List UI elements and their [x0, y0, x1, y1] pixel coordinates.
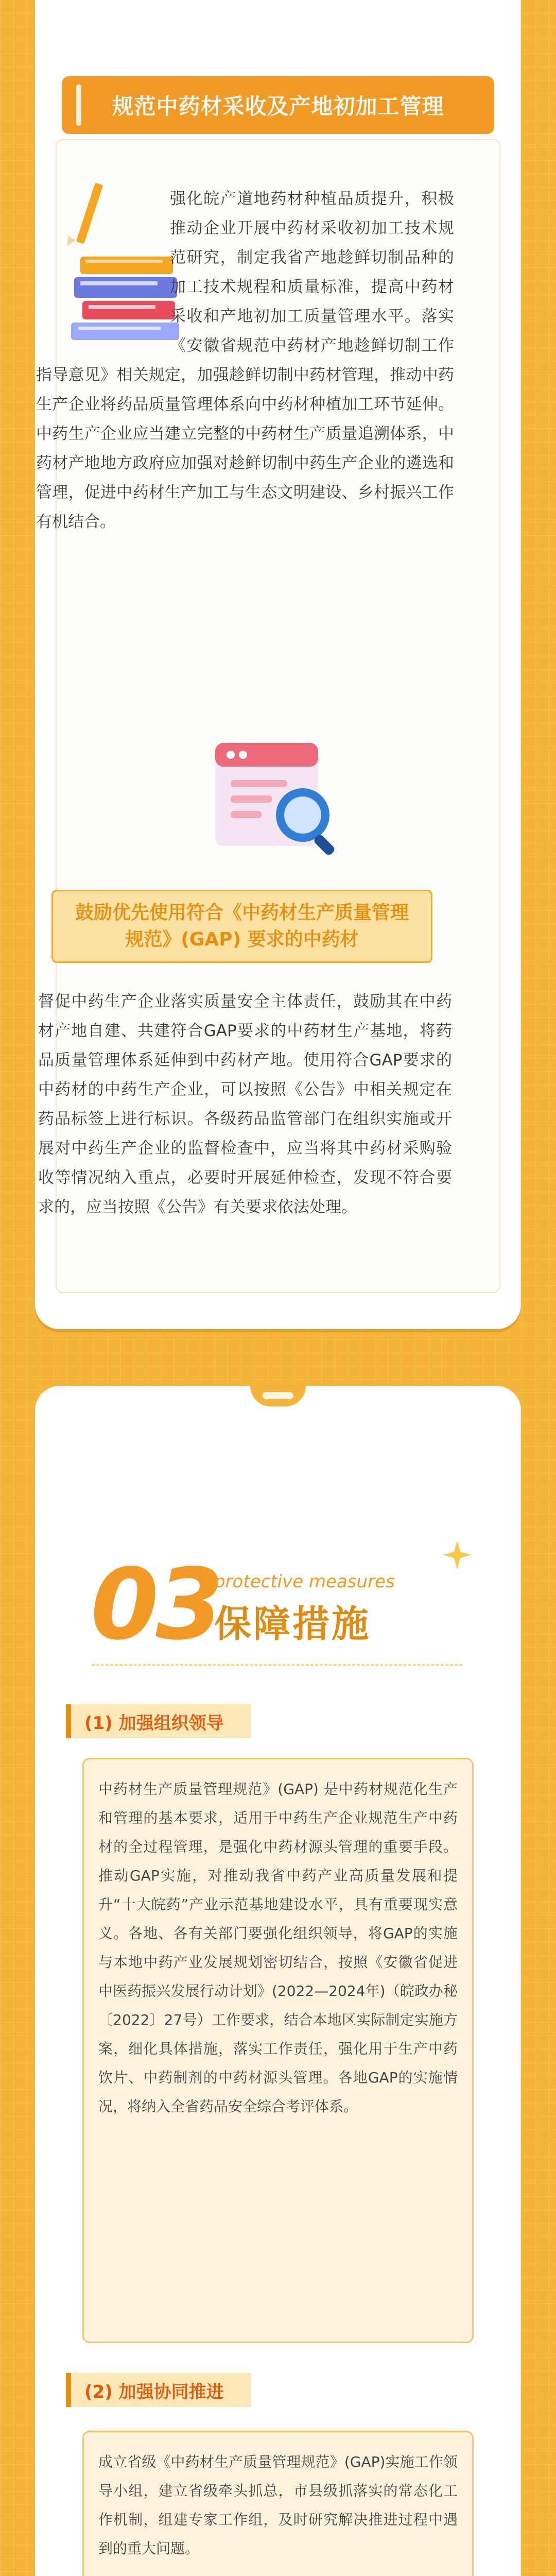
item-body-organization: 中药材生产质量管理规范》(GAP) 是中药材规范化生产和管理的基本要求，适用于中药生产企业规范生产中药材的全过程管理，是强化中药材源头管理的重要手段。推动GAP实施，对推动我省中药产业高质量发展和提升“十大皖药”产业示范基地建设水平，具有重要现实意义。各地、各有关部门要强化组织领导，将GAP的实施与本地中药产业发展规划密切结合，按照《安徽省促进中医药振兴发展行动计划》(2022—2024年)（皖政办秘〔2022〕27号）工作要求，结合本地区实际制定实施方案，细化具体措施，落实工作责任，强化用于生产中药饮片、中药制剂的中药材源头管理。各地GAP的实施情况，将纳入全省药品安全综合考评体系。: [82, 1758, 474, 2343]
item-heading-organization: (1) 加强组织领导: [66, 1704, 251, 1738]
document-magnifier-icon: [210, 738, 346, 859]
paragraph-gap-usage: 督促中药生产企业落实质量安全主体责任，鼓励其在中药材产地自建、共建符合GAP要求的中药材生产基地，将药品质量管理体系延伸到中药材产地。使用符合GAP要求的中药材的中药生产企业，可以按照《公告》中相关规定在药品标签上进行标识。各级药品监管部门在组织实施或开展对中药生产企业的监督检查中，应当将其中药材采购验收等情况纳入重点，必要时开展延伸检查，发现不符合要求的，应当按照《公告》有关要求依法处理。: [38, 992, 452, 1216]
item-body-coordination: 成立省级《中药材生产质量管理规范》(GAP)实施工作领导小组，建立省级牵头抓总，市县级抓落实的常态化工作机制，组建专家工作组，及时研究解决推进过程中遇到的重大问题。: [82, 2431, 474, 2576]
section-number: 03: [91, 1548, 221, 1662]
banner-title: 规范中药材采收及产地初加工管理: [112, 94, 444, 119]
item-heading-coordination: (2) 加强协同推进: [66, 2373, 251, 2407]
sparkle-icon: [442, 1539, 473, 1570]
title-divider: [92, 1664, 462, 1666]
paragraph-quality-improvement: 强化皖产道地药材种植品质提升，积极推动企业开展中药材采收初加工技术规范研究，制定我省产地趁鲜切制品种的加工技术规程和质量标准，提高中药材采收和产地初加工质量管理水平。落实《安徽省规范中药材产地趁鲜切制工作指导意见》相关规定，加强趁鲜切制中药材管理，推动中药生产企业将药品质量管理体系向中药材种植加工环节延伸。中药生产企业应当建立完整的中药材生产质量追溯体系，中药材产地地方政府应加强对趁鲜切制中药生产企业的遴选和管理，促进中药材生产加工与生态文明建设、乡村振兴工作有机结合。: [36, 190, 454, 531]
card-tab-decoration: [250, 1386, 306, 1406]
section-title: 保障措施: [214, 1602, 371, 1646]
content-card-measures: [35, 1386, 521, 2576]
gap-subheading: 鼓励优先使用符合《中药材生产质量管理规范》(GAP) 要求的中药材: [51, 890, 432, 963]
section-english-label: protective measures: [214, 1571, 395, 1592]
section-banner: [62, 76, 494, 134]
